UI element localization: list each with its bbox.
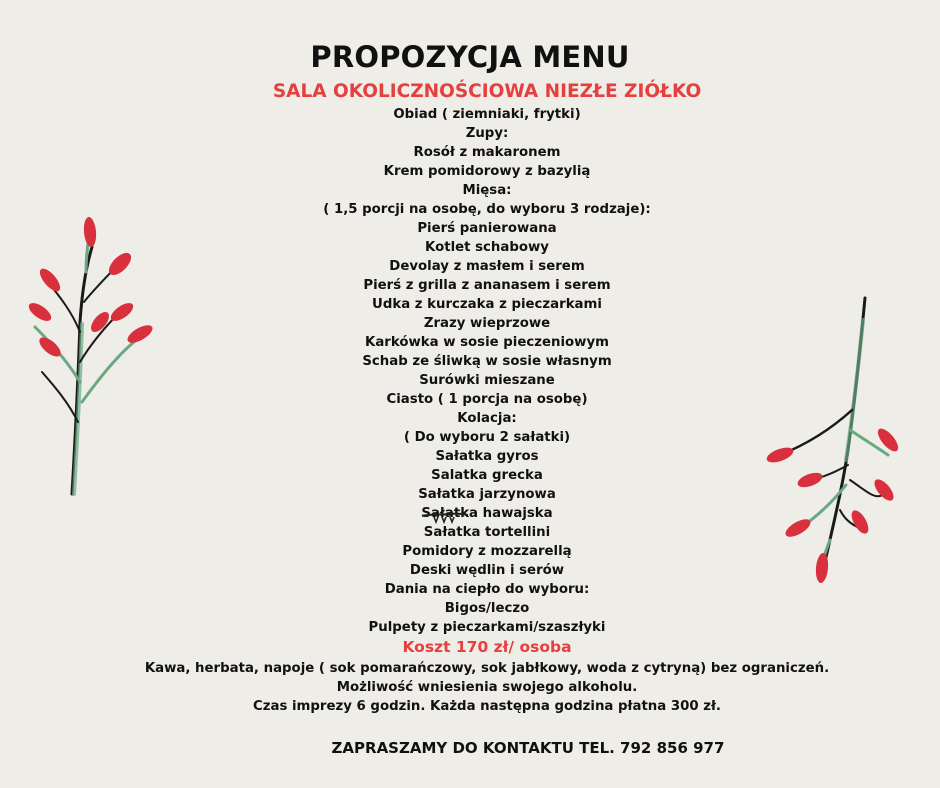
menu-item: Zupy:: [465, 126, 509, 141]
note-item: Kawa, herbata, napoje ( sok pomarańczowy, sok jabłkowy, woda z cytryną) bez ograniczeń.: [144, 661, 830, 676]
menu-item: Pomidory z mozzarellą: [402, 544, 572, 559]
menu-item: Karkówka w sosie pieczeniowym: [365, 335, 609, 350]
menu-item: Sałatka gyros: [435, 449, 539, 464]
menu-item: Pierś z grilla z ananasem i serem: [363, 278, 611, 293]
contact-line: ZAPRASZAMY DO KONTAKTU TEL. 792 856 977: [331, 739, 725, 757]
note-item: Czas imprezy 6 godzin. Każda następna godzina płatna 300 zł.: [252, 699, 721, 714]
menu-item: Surówki mieszane: [419, 373, 555, 388]
menu-item: Pierś panierowana: [417, 221, 557, 236]
menu-item: Bigos/leczo: [444, 601, 530, 616]
menu-item: Dania na ciepło do wyboru:: [384, 582, 590, 597]
menu-item: Rosół z makaronem: [413, 145, 561, 160]
menu-item: Udka z kurczaka z pieczarkami: [372, 297, 602, 312]
menu-item: Krem pomidorowy z bazylią: [383, 164, 591, 179]
menu-item: Sałatka jarzynowa: [418, 487, 556, 502]
scribble-mark: [420, 508, 470, 524]
menu-item: Pulpety z pieczarkami/szaszłyki: [368, 620, 606, 635]
menu-item: ( Do wyboru 2 sałatki): [403, 430, 571, 445]
price-per-person: Koszt 170 zł/ osoba: [402, 638, 572, 656]
page-title: PROPOZYCJA MENU: [310, 40, 630, 74]
menu-item: Zrazy wieprzowe: [423, 316, 551, 331]
menu-item: Kolacja:: [457, 411, 517, 426]
venue-subtitle: SALA OKOLICZNOŚCIOWA NIEZŁE ZIÓŁKO: [272, 81, 702, 102]
menu-item: Deski wędlin i serów: [409, 563, 565, 578]
menu-item: ( 1,5 porcji na osobę, do wyboru 3 rodzaje):: [323, 202, 651, 217]
menu-item: Mięsa:: [462, 183, 512, 198]
menu-item: Devolay z masłem i serem: [389, 259, 585, 274]
menu-item: Schab ze śliwką w sosie własnym: [362, 354, 612, 369]
notes-list: [0, 659, 940, 716]
menu-item: Sałatka tortellini: [423, 525, 551, 540]
menu-item: Kotlet schabowy: [425, 240, 549, 255]
menu-item: Ciasto ( 1 porcja na osobę): [386, 392, 588, 407]
menu-item: Obiad ( ziemniaki, frytki): [393, 107, 581, 122]
menu-item: Salatka grecka: [431, 468, 543, 483]
note-item: Możliwość wniesienia swojego alkoholu.: [336, 680, 638, 695]
menu-list: [0, 105, 940, 637]
menu-item: Sałatka hawajska: [421, 506, 553, 521]
